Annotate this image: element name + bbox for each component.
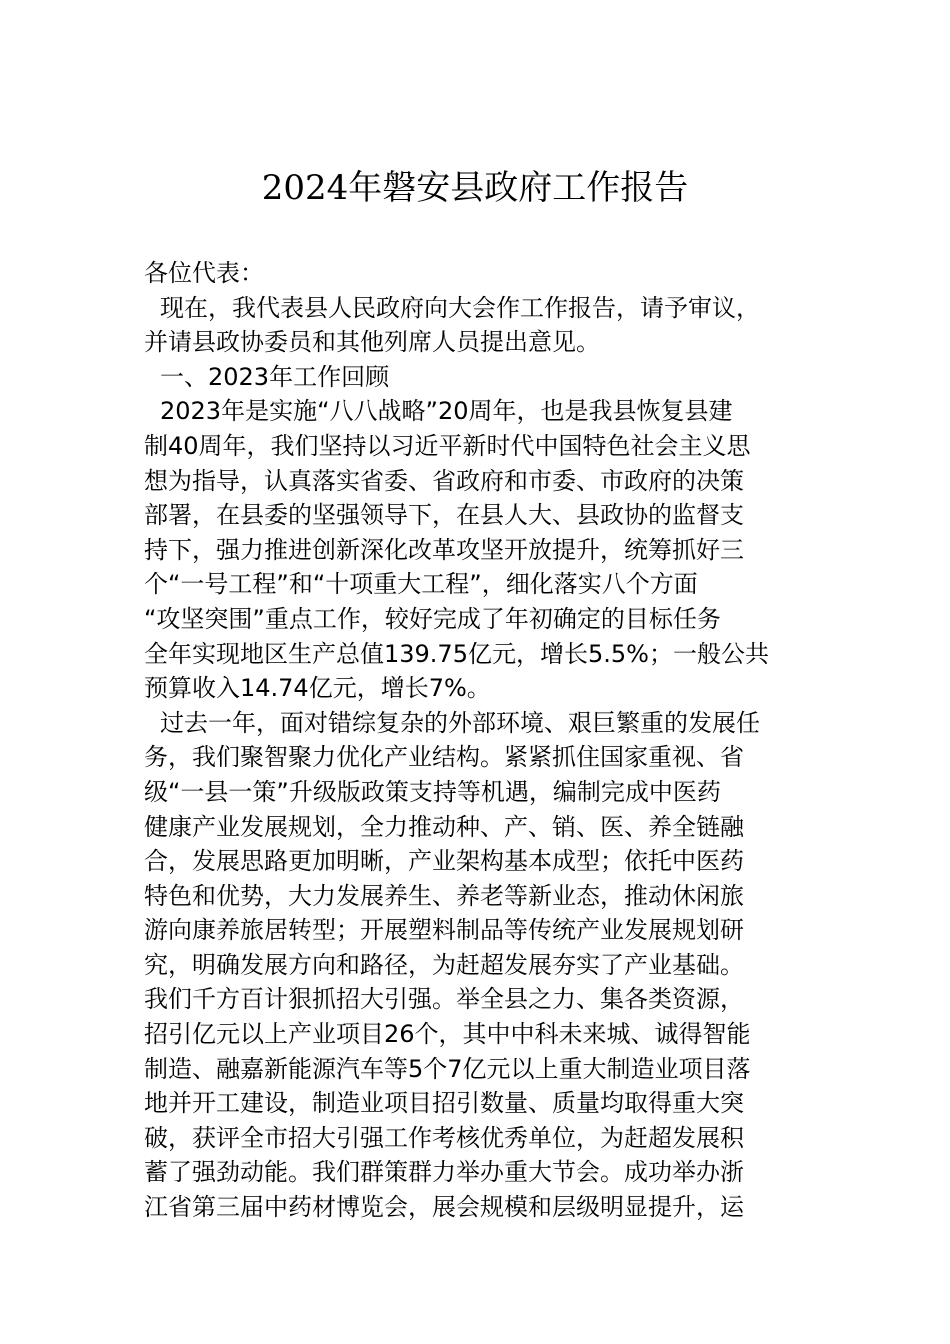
text-line: 持下，强力推进创新深化改革攻坚开放提升，统筹抓好三	[144, 535, 744, 564]
text-line: 招引亿元以上产业项目26个，其中中科未来城、诚得智能	[144, 1020, 751, 1049]
document-body	[144, 256, 809, 1225]
text-line: 全年实现地区生产总值139.75亿元，增长5.5%；一般公共	[144, 639, 769, 668]
section-heading: 一、2023年工作回顾	[160, 362, 390, 391]
text-line: 务，我们聚智聚力优化产业结构。紧紧抓住国家重视、省	[144, 743, 744, 772]
salutation: 各位代表：	[144, 259, 264, 287]
text-line: 我们千方百计狠抓招大引强。举全县之力、集各类资源，	[144, 985, 744, 1014]
text-line: 2023年是实施“八八战略”20周年，也是我县恢复县建	[160, 397, 733, 426]
text-line: 并请县政协委员和其他列席人员提出意见。	[144, 328, 600, 357]
text-line: 预算收入14.74亿元，增长7%。	[144, 674, 491, 703]
text-line: 现在，我代表县人民政府向大会作工作报告，请予审议，	[160, 293, 760, 322]
text-line: 蓄了强劲动能。我们群策群力举办重大节会。成功举办浙	[144, 1158, 744, 1187]
text-line: 部署，在县委的坚强领导下，在县人大、县政协的监督支	[144, 501, 744, 530]
text-line: 究，明确发展方向和路径，为赶超发展夯实了产业基础。	[144, 950, 744, 979]
text-line: 制40周年，我们坚持以习近平新时代中国特色社会主义思	[144, 431, 751, 460]
text-line: 特色和优势，大力发展养生、养老等新业态，推动休闲旅	[144, 881, 744, 910]
text-line: 健康产业发展规划，全力推动种、产、销、医、养全链融	[144, 812, 744, 841]
text-line: 制造、融嘉新能源汽车等5个7亿元以上重大制造业项目落	[144, 1054, 751, 1083]
text-line: 个“一号工程”和“十项重大工程”，细化落实八个方面	[144, 570, 698, 599]
text-line: 过去一年，面对错综复杂的外部环境、艰巨繁重的发展任	[160, 708, 760, 737]
text-line: 想为指导，认真落实省委、省政府和市委、市政府的决策	[144, 466, 744, 495]
text-line: 合，发展思路更加明晰，产业架构基本成型；依托中医药	[144, 847, 744, 876]
text-line: 地并开工建设，制造业项目招引数量、质量均取得重大突	[144, 1089, 744, 1118]
text-line: 江省第三届中药材博览会，展会规模和层级明显提升，运	[144, 1193, 744, 1222]
text-line: 破，获评全市招大引强工作考核优秀单位，为赶超发展积	[144, 1123, 744, 1152]
text-line: “攻坚突围”重点工作，较好完成了年初确定的目标任务	[144, 604, 721, 633]
text-line: 游向康养旅居转型；开展塑料制品等传统产业发展规划研	[144, 916, 744, 945]
document-title: 2024年磐安县政府工作报告	[261, 168, 689, 208]
text-line: 级“一县一策”升级版政策支持等机遇，编制完成中医药	[144, 777, 721, 806]
